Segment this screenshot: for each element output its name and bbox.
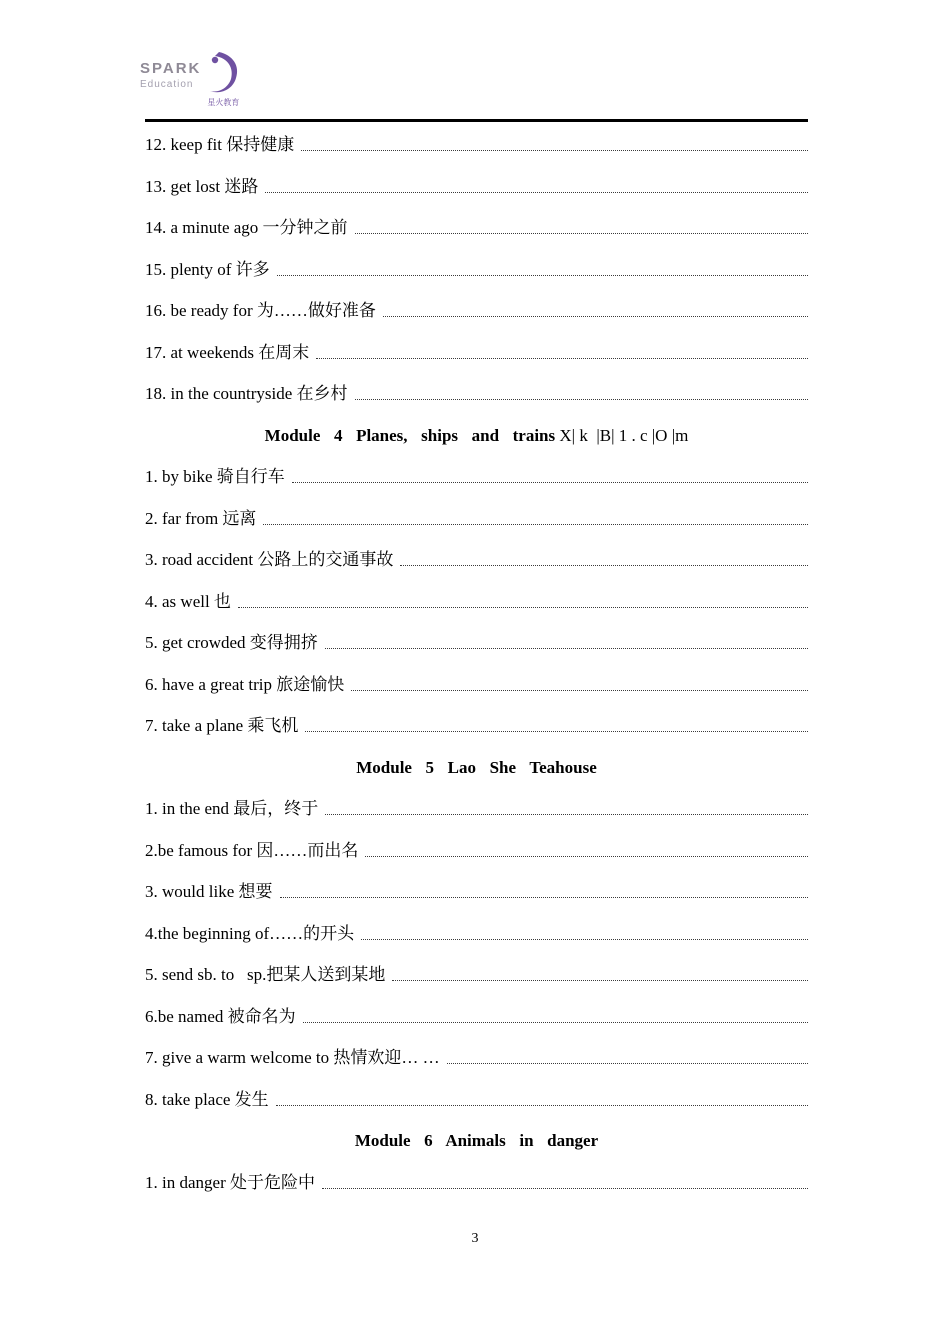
vocab-text: 4. as well 也 <box>145 591 231 611</box>
vocab-item <box>145 207 808 249</box>
spark-education-logo <box>140 50 243 107</box>
vocab-text: 7. give a warm welcome to 热情欢迎… … <box>145 1048 440 1067</box>
dotted-fill-line <box>322 1188 808 1189</box>
dotted-fill-line <box>303 1022 808 1023</box>
vocab-item <box>145 498 808 540</box>
vocab-item <box>145 996 808 1038</box>
logo-chinese-name: 星火教育 <box>207 98 240 107</box>
module-6-heading <box>145 1120 808 1162</box>
header-divider <box>145 119 808 122</box>
logo-swirl-icon <box>203 50 243 107</box>
vocab-text: 2. far from 远离 <box>145 508 257 528</box>
vocab-item <box>145 166 808 208</box>
dotted-fill-line <box>355 233 808 234</box>
vocab-text: 2.be famous for 因……而出名 <box>145 840 359 860</box>
dotted-fill-line <box>292 482 808 483</box>
vocab-text: 6. have a great trip 旅途愉快 <box>145 674 345 694</box>
vocab-text: 5. send sb. to sp.把某人送到某地 <box>145 965 386 984</box>
dotted-fill-line <box>316 358 808 359</box>
vocab-text: 8. take place 发生 <box>145 1089 269 1109</box>
vocab-text: 18. in the countryside 在乡村 <box>145 384 348 403</box>
vocab-text: 6.be named 被命名为 <box>145 1006 296 1026</box>
vocab-text: 4.the beginning of……的开头 <box>145 923 355 943</box>
vocab-item <box>145 830 808 872</box>
vocab-text: 15. plenty of 许多 <box>145 259 270 279</box>
logo-brand-text: SPARK <box>140 60 202 77</box>
vocab-item <box>145 622 808 664</box>
vocab-text: 3. would like 想要 <box>145 882 273 901</box>
vocab-text: 16. be ready for 为……做好准备 <box>145 301 376 320</box>
dotted-fill-line <box>238 607 808 608</box>
dotted-fill-line <box>361 939 808 940</box>
vocab-item <box>145 332 808 374</box>
vocab-item <box>145 124 808 166</box>
page-number: 3 <box>471 1231 479 1246</box>
vocab-item <box>145 1079 808 1121</box>
vocab-text: 1. by bike 骑自行车 <box>145 467 285 486</box>
vocab-text: 1. in the end 最后，终于 <box>145 799 319 818</box>
dotted-fill-line <box>301 150 808 151</box>
vocab-item <box>145 1037 808 1079</box>
vocab-text: 1. in danger 处于危险中 <box>145 1172 315 1192</box>
dotted-fill-line <box>447 1063 808 1064</box>
dotted-fill-line <box>351 690 808 691</box>
vocab-item <box>145 373 808 415</box>
vocab-item <box>145 290 808 332</box>
vocab-item <box>145 913 808 955</box>
vocab-text: 17. at weekends 在周末 <box>145 342 310 362</box>
module-heading-text: Module 5 Lao She Teahouse <box>356 757 597 777</box>
vocab-item <box>145 954 808 996</box>
dotted-fill-line <box>276 1105 808 1106</box>
vocab-item <box>145 456 808 498</box>
dotted-fill-line <box>280 897 809 898</box>
dotted-fill-line <box>365 856 808 857</box>
vocab-item <box>145 1162 808 1204</box>
dotted-fill-line <box>383 316 808 317</box>
vocab-text: 14. a minute ago 一分钟之前 <box>145 218 348 237</box>
module-4-heading <box>145 415 808 457</box>
vocab-text: 13. get lost 迷路 <box>145 176 259 196</box>
vocab-item <box>145 788 808 830</box>
dotted-fill-line <box>263 524 808 525</box>
dotted-fill-line <box>277 275 808 276</box>
dotted-fill-line <box>265 192 808 193</box>
module-heading-text: Module 6 Animals in danger <box>354 1131 599 1150</box>
vocab-item <box>145 871 808 913</box>
vocab-list <box>145 124 808 1203</box>
dotted-fill-line <box>305 731 808 732</box>
vocab-item <box>145 705 808 747</box>
vocab-text: 3. road accident 公路上的交通事故 <box>145 550 394 569</box>
logo-text-block <box>140 50 201 90</box>
dotted-fill-line <box>400 565 808 566</box>
module-heading-text: Module 4 Planes, ships and trains <box>264 425 556 445</box>
vocab-item <box>145 581 808 623</box>
dotted-fill-line <box>355 399 808 400</box>
vocab-text: 5. get crowded 变得拥挤 <box>145 633 318 652</box>
module-5-heading <box>145 747 808 789</box>
module-heading-suffix: X| k |B| 1 . c |O |m <box>555 425 689 445</box>
vocab-item <box>145 249 808 291</box>
swirl-icon <box>203 50 241 96</box>
logo-subtitle-text: Education <box>140 79 194 90</box>
vocab-text: 7. take a plane 乘飞机 <box>145 716 299 735</box>
vocab-item <box>145 664 808 706</box>
vocab-item <box>145 539 808 581</box>
dotted-fill-line <box>325 814 808 815</box>
dotted-fill-line <box>392 980 808 981</box>
dotted-fill-line <box>325 648 808 649</box>
vocab-text: 12. keep fit 保持健康 <box>145 135 295 154</box>
